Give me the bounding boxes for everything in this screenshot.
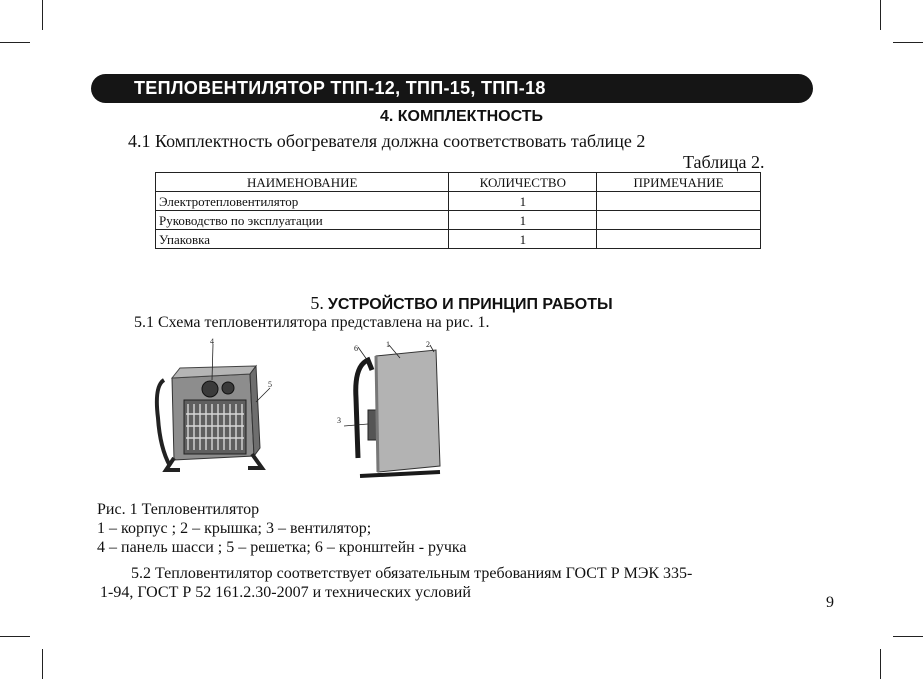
cell-note bbox=[597, 230, 761, 249]
cell-name: Руководство по эксплуатации bbox=[156, 211, 449, 230]
figure-caption bbox=[97, 500, 467, 557]
heater-front-view bbox=[157, 344, 270, 470]
heater-figure bbox=[140, 338, 460, 488]
paragraph-4-1: 4.1 Комплектность обогревателя должна соответствовать таблице 2 bbox=[128, 131, 646, 151]
cell-name: Электротепловентилятор bbox=[156, 192, 449, 211]
crop-mark bbox=[893, 636, 923, 637]
column-header-quantity: КОЛИЧЕСТВО bbox=[449, 173, 597, 192]
table-row bbox=[156, 211, 761, 230]
knob-icon bbox=[202, 381, 218, 397]
crop-mark bbox=[0, 42, 30, 43]
handle-bracket-icon bbox=[356, 360, 372, 458]
section-5-heading bbox=[0, 293, 923, 314]
cell-note bbox=[597, 211, 761, 230]
table-row bbox=[156, 230, 761, 249]
cell-quantity: 1 bbox=[449, 192, 597, 211]
header-title: ТЕПЛОВЕНТИЛЯТОР ТПП-12, ТПП-15, ТПП-18 bbox=[134, 78, 546, 98]
table-row bbox=[156, 192, 761, 211]
heater-side-view bbox=[344, 345, 440, 476]
table-caption: Таблица 2. bbox=[683, 152, 765, 172]
table-header-row bbox=[156, 173, 761, 192]
caption-line: Рис. 1 Тепловентилятор bbox=[97, 501, 260, 518]
cell-quantity: 1 bbox=[449, 230, 597, 249]
column-header-note: ПРИМЕЧАНИЕ bbox=[597, 173, 761, 192]
figure-label: 3 bbox=[337, 416, 341, 425]
page-number: 9 bbox=[826, 594, 834, 611]
section-5-title: УСТРОЙСТВО И ПРИНЦИП РАБОТЫ bbox=[327, 296, 613, 313]
header-banner bbox=[91, 74, 813, 103]
column-header-name: НАИМЕНОВАНИЕ bbox=[156, 173, 449, 192]
section-4-heading: 4. КОМПЛЕКТНОСТЬ bbox=[379, 108, 544, 125]
paragraph-5-2-line-2: 1-94, ГОСТ Р 52 161.2.30-2007 и технических условий bbox=[100, 584, 471, 601]
contents-table bbox=[155, 172, 761, 249]
crop-mark bbox=[880, 0, 881, 30]
crop-mark bbox=[893, 42, 923, 43]
cell-note bbox=[597, 192, 761, 211]
caption-line: 4 – панель шасси ; 5 – решетка; 6 – кронштейн - ручка bbox=[97, 539, 467, 556]
figure-label: 4 bbox=[210, 338, 214, 346]
figure-label: 1 bbox=[386, 340, 390, 349]
paragraph-5-2-line-1: 5.2 Тепловентилятор соответствует обязательным требованиям ГОСТ Р МЭК 335- bbox=[131, 565, 693, 582]
figure-label: 6 bbox=[354, 344, 358, 353]
stand-icon bbox=[360, 472, 440, 476]
figure-label: 2 bbox=[426, 340, 430, 349]
cell-quantity: 1 bbox=[449, 211, 597, 230]
caption-line: 1 – корпус ; 2 – крышка; 3 – вентилятор; bbox=[97, 520, 372, 537]
paragraph-5-1: 5.1 Схема тепловентилятора представлена на рис. 1. bbox=[134, 314, 490, 331]
section-5-number: 5. bbox=[310, 293, 324, 313]
crop-mark bbox=[0, 636, 30, 637]
figure-label: 5 bbox=[268, 380, 272, 389]
knob-icon bbox=[222, 382, 234, 394]
cell-name: Упаковка bbox=[156, 230, 449, 249]
crop-mark bbox=[42, 0, 43, 30]
handle-left-icon bbox=[157, 380, 170, 466]
crop-mark bbox=[42, 649, 43, 679]
crop-mark bbox=[880, 649, 881, 679]
